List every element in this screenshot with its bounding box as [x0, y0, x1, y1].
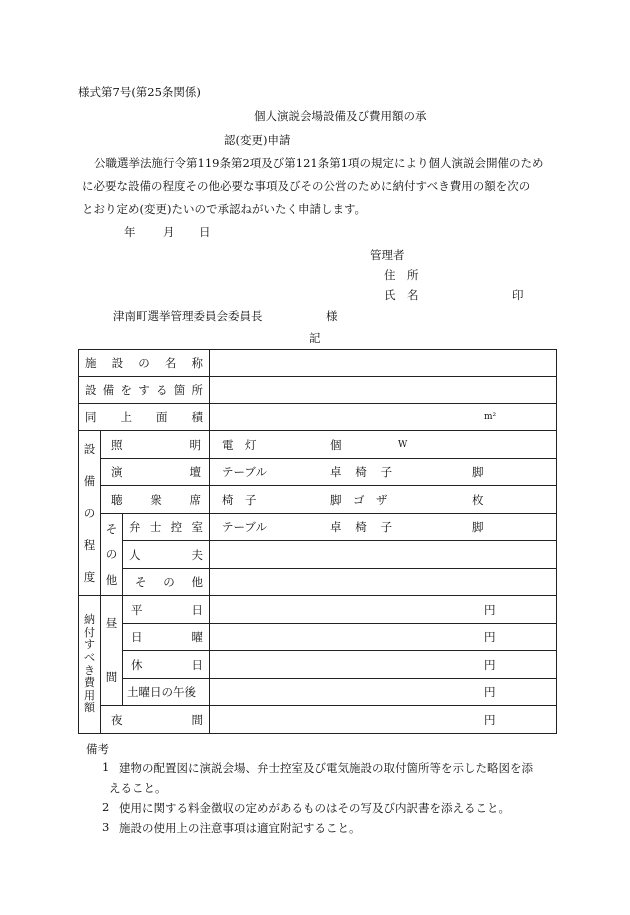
sunday-value[interactable]: [210, 624, 557, 651]
note-2-number: 2: [102, 800, 110, 814]
label-char: 夫: [191, 547, 203, 562]
form-code: 様式第7号(第25条関係): [78, 85, 201, 99]
label-char: 設: [83, 441, 96, 456]
waiting-unit-b: 卓 椅 子: [330, 520, 394, 534]
table-row: [79, 486, 557, 514]
body-line-3: とおり定め(変更)たいので承認ねがいたく申請します。: [82, 202, 367, 216]
podium-label: [101, 459, 210, 486]
table-row: [79, 624, 557, 651]
table-row: [79, 679, 557, 706]
night-value[interactable]: [210, 706, 557, 734]
table-row: [79, 404, 557, 431]
waiting-room-label: [123, 514, 210, 541]
label-char: る: [156, 383, 168, 397]
label-char: 用: [84, 688, 95, 702]
label-char: 昼: [105, 616, 118, 631]
lighting-unit-b: 個: [330, 437, 342, 452]
night-label: [101, 706, 210, 734]
note-1-number: 1: [102, 760, 110, 774]
label-char: 席: [189, 492, 201, 507]
audience-unit-a: 椅 子: [222, 492, 257, 507]
label-char: 所: [191, 383, 203, 397]
body-line-1: 公職選挙法施行令第119条第2項及び第121条第1項の規定により個人演説会開催のため: [94, 156, 544, 170]
label-char: 度: [83, 569, 96, 584]
label-char: 名: [164, 356, 177, 370]
holiday-yen: 円: [484, 657, 496, 672]
table-row: [79, 350, 557, 377]
other-value[interactable]: [210, 569, 557, 596]
label-char: 壇: [189, 465, 201, 479]
date-month: 月: [163, 225, 175, 239]
label-char: 間: [191, 712, 203, 727]
label-char: き: [84, 663, 95, 677]
saturday-yen: 円: [484, 685, 496, 699]
label-char: 聴: [111, 492, 123, 507]
label-char: 日: [191, 602, 203, 617]
label-char: 日: [131, 630, 143, 644]
label-char: 室: [191, 520, 203, 534]
label-char: 施: [85, 356, 97, 370]
label-char: 照: [111, 437, 123, 452]
label-char: 間: [105, 670, 118, 685]
saturday-label: 土曜日の午後: [123, 679, 210, 706]
label-char: 箇: [173, 383, 186, 397]
label-char: そ: [135, 575, 147, 589]
label-char: の: [83, 505, 96, 520]
lighting-unit-a: 電 灯: [222, 437, 257, 452]
sunday-yen: 円: [484, 630, 496, 644]
night-yen: 円: [484, 712, 496, 727]
label-char: す: [138, 383, 150, 397]
label-char: 同: [85, 410, 97, 424]
lighting-unit-c: W: [398, 439, 408, 450]
table-row: [79, 459, 557, 486]
holiday-label: [123, 651, 210, 679]
application-table: [78, 349, 557, 734]
waiting-unit-c: 脚: [472, 520, 484, 534]
address-label: 住 所: [384, 268, 419, 282]
area-label: [79, 404, 210, 431]
notes-title: 備考: [86, 742, 109, 756]
label-char: 上: [120, 410, 132, 424]
table-row: [79, 706, 557, 734]
note-3-number: 3: [102, 820, 110, 834]
ki-mark: 記: [309, 331, 321, 345]
area-unit: m²: [484, 412, 497, 422]
date-year: 年: [124, 225, 136, 239]
label-char: 面: [156, 410, 168, 424]
label-char: 他: [105, 572, 118, 587]
table-row: [79, 596, 557, 624]
facility-name-value[interactable]: [210, 350, 557, 377]
title-line-1: 個人演説会場設備及び費用額の承: [254, 109, 427, 123]
table-row: [79, 431, 557, 459]
label-char: 称: [191, 356, 203, 370]
table-row: [79, 569, 557, 596]
equipment-place-value[interactable]: [210, 377, 557, 404]
label-char: 設: [85, 383, 97, 397]
audience-label: [101, 486, 210, 514]
label-char: 付: [84, 625, 95, 639]
audience-unit-c: 枚: [472, 492, 484, 507]
area-value[interactable]: [210, 404, 557, 431]
label-char: 弁: [129, 520, 141, 534]
name-label: 氏 名: [384, 288, 419, 302]
waiting-room-value[interactable]: [210, 514, 557, 541]
podium-unit-c: 脚: [472, 465, 484, 479]
audience-unit-b: 脚ゴザ: [330, 492, 399, 507]
other-group-label: [101, 514, 123, 596]
lighting-label: [101, 431, 210, 459]
label-char: の: [138, 356, 150, 370]
addressee-suffix: 様: [326, 309, 338, 323]
label-char: の: [105, 547, 118, 562]
seal-mark: 印: [512, 288, 524, 302]
label-char: 日: [191, 657, 203, 672]
fee-group-label: [79, 596, 101, 734]
label-char: 備: [102, 383, 115, 397]
label-char: の: [163, 575, 175, 589]
other-label: [123, 569, 210, 596]
label-char: 控: [170, 520, 183, 534]
label-char: 納: [84, 612, 95, 626]
table-row: [79, 377, 557, 404]
label-char: 額: [84, 701, 95, 715]
label-char: 演: [111, 465, 123, 479]
label-char: 曜: [191, 630, 203, 644]
holiday-value[interactable]: [210, 651, 557, 679]
label-char: 衆: [150, 492, 162, 507]
note-1-line-2: えること。: [109, 781, 167, 795]
table-row: [79, 541, 557, 569]
saturday-value[interactable]: [210, 679, 557, 706]
weekday-label: [123, 596, 210, 624]
note-2-line-1: 使用に関する料金徴収の定めがあるものはその写及び内訳書を添えること。: [119, 801, 510, 815]
note-1-line-1: 建物の配置図に演説会場、弁士控室及び電気施設の取付箇所等を示した略図を添: [119, 761, 533, 775]
waiting-unit-a: テーブル: [222, 520, 267, 534]
podium-unit-b: 卓 椅 子: [330, 465, 394, 479]
podium-unit-a: テーブル: [222, 465, 267, 479]
title-line-2: 認(変更)申請: [224, 133, 291, 147]
labor-label: [123, 541, 210, 569]
weekday-value[interactable]: [210, 596, 557, 624]
label-char: 明: [189, 437, 201, 452]
audience-value[interactable]: [210, 486, 557, 514]
label-char: 他: [191, 575, 203, 589]
label-char: 人: [129, 547, 141, 562]
body-line-2: に必要な設備の程度その他必要な事項及びその公営のために納付すべき費用の額を次の: [82, 179, 531, 193]
equipment-group-label: [79, 431, 101, 596]
label-char: 積: [191, 410, 203, 424]
addressee: 津南町選挙管理委員会委員長: [113, 309, 263, 323]
date-day: 日: [199, 225, 211, 239]
label-char: を: [120, 383, 132, 397]
label-char: 設: [111, 356, 124, 370]
lighting-value[interactable]: [210, 431, 557, 459]
label-char: す: [84, 638, 95, 652]
sunday-label: [123, 624, 210, 651]
table-row: [79, 651, 557, 679]
label-char: 平: [131, 602, 143, 617]
label-char: 士: [149, 520, 162, 534]
facility-name-label: [79, 350, 210, 377]
podium-value[interactable]: [210, 459, 557, 486]
table-row: [79, 514, 557, 541]
label-char: 費: [84, 676, 95, 690]
daytime-group-label: [101, 596, 123, 706]
label-char: 備: [83, 473, 96, 488]
equipment-place-label: [79, 377, 210, 404]
label-char: そ: [105, 521, 118, 536]
label-char: 休: [131, 657, 143, 672]
label-char: 夜: [111, 712, 123, 727]
label-char: 程: [83, 537, 96, 552]
label-char: べ: [84, 650, 95, 664]
labor-value[interactable]: [210, 541, 557, 569]
note-3-line-1: 施設の使用上の注意事項は適宜附記すること。: [119, 821, 361, 835]
manager-label: 管理者: [370, 248, 405, 262]
weekday-yen: 円: [484, 602, 496, 617]
